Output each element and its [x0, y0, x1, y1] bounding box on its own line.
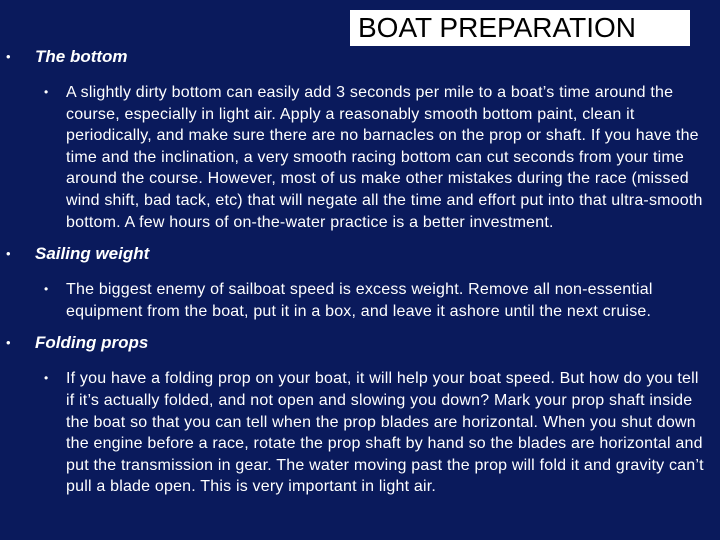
bullet-icon: • [6, 246, 11, 262]
bullet-icon: • [44, 282, 49, 297]
slide-content [0, 46, 720, 508]
heading-text: Folding props [35, 333, 149, 353]
body-text: If you have a folding prop on your boat, it will help your boat speed. But how do you tell if it’s actually folded, and not open and slowing you down? Mark your prop shaft inside the boat so that you can tell when the prop blades are horizontal. When you shut down the engine before a race, rotate the prop shaft by hand so the blades are horizontal and put the transmission in gear. The water moving past the prop will fold it and gravity can’t pull a blade open. This is very important in light air. [66, 370, 704, 496]
body-text: The biggest enemy of sailboat speed is excess weight. Remove all non-essential equipment from the boat, put it in a box, and leave it ashore until the next cruise. [66, 281, 653, 320]
section-heading-folding-props [0, 332, 720, 354]
bullet-icon: • [44, 85, 49, 99]
section-heading-bottom [0, 46, 720, 68]
section-heading-sailing-weight [0, 243, 720, 265]
bullet-icon: • [44, 371, 49, 386]
heading-text: The bottom [35, 47, 128, 66]
section-body-bottom [0, 82, 720, 233]
section-body-sailing-weight [0, 279, 720, 322]
bullet-icon: • [6, 49, 11, 64]
body-text: A slightly dirty bottom can easily add 3 seconds per mile to a boat’s time around the course, especially in light air. Apply a reasonably smooth bottom paint, clean it periodically, and make sure there are no barnacles on the prop or shaft. If you have the time and the inclination, a very smooth racing bottom can cut seconds from your time around the course. However, most of us make other mistakes during the race (missed wind shift, bad tack, etc) that will negate all the time and effort put into that ultra-smooth bottom. A few hours of on-the-water practice is a better investment. [66, 84, 703, 231]
heading-text: Sailing weight [35, 244, 150, 264]
bullet-icon: • [6, 335, 11, 351]
slide-title: BOAT PREPARATION [350, 10, 690, 46]
section-body-folding-props [0, 368, 720, 498]
